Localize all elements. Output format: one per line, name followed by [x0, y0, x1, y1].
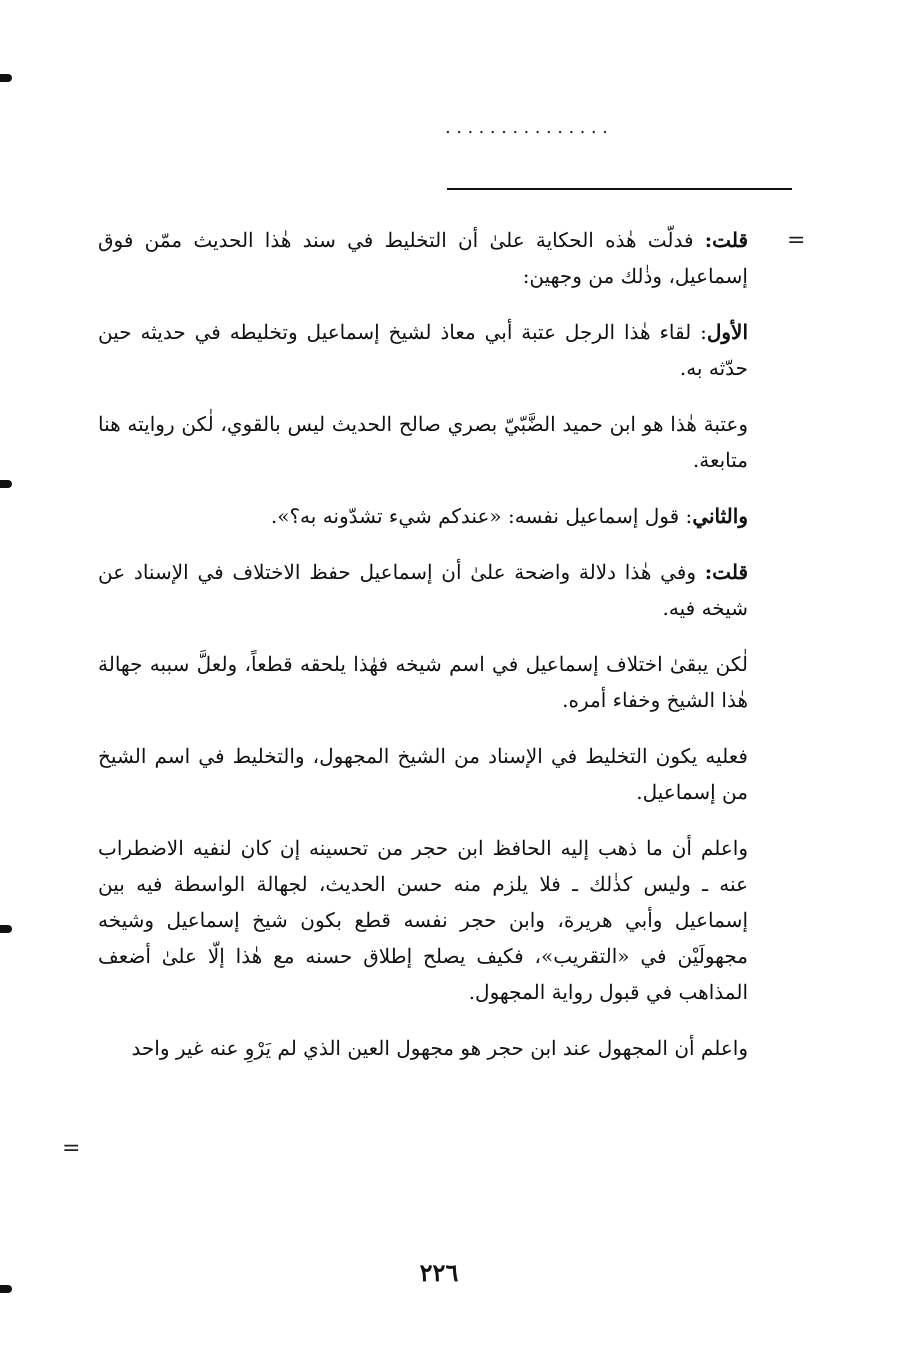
- footnote-rule: [447, 188, 792, 190]
- paragraph: [98, 1030, 748, 1066]
- scan-edge-mark: [0, 74, 12, 82]
- separator-dots: ...............: [445, 118, 614, 138]
- paragraph: [98, 554, 748, 626]
- page-number: ٢٢٦: [419, 1258, 459, 1287]
- paragraph-lead: والثاني: [692, 504, 748, 528]
- paragraph: [98, 830, 748, 1010]
- scan-edge-mark: [0, 480, 12, 488]
- paragraph-text: وفي هٰذا دلالة واضحة علىٰ أن إسماعيل حفظ الاختلاف في الإسناد عن شيخه فيه.: [98, 560, 748, 620]
- continuation-marker-bottom: =: [62, 1136, 81, 1161]
- paragraph: [98, 406, 748, 478]
- paragraph: [98, 222, 748, 294]
- paragraph: [98, 498, 748, 534]
- paragraph-text: لٰكن يبقىٰ اختلاف إسماعيل في اسم شيخه فهٰذا يلحقه قطعاً، ولعلَّ سببه جهالة هٰذا الشيخ وخفاء أمره.: [98, 652, 748, 712]
- footnote-text: [98, 222, 748, 1086]
- paragraph-lead: قلت:: [704, 560, 748, 584]
- paragraph: [98, 646, 748, 718]
- paragraph-text: فدلّت هٰذه الحكاية علىٰ أن التخليط في سند هٰذا الحديث ممّن فوق إسماعيل، وذٰلك من وجهين:: [98, 228, 748, 288]
- scan-edge-mark: [0, 925, 12, 933]
- paragraph-text: : لقاء هٰذا الرجل عتبة أبي معاذ لشيخ إسماعيل وتخليطه في حديثه حين حدّثه به.: [98, 320, 748, 380]
- continuation-marker-top: =: [787, 228, 806, 253]
- paragraph-text: واعلم أن المجهول عند ابن حجر هو مجهول العين الذي لم يَرْوِ عنه غير واحد: [131, 1036, 748, 1060]
- paragraph-lead: الأول: [706, 320, 748, 344]
- paragraph-text: واعلم أن ما ذهب إليه الحافظ ابن حجر من تحسينه إن كان لنفيه الاضطراب عنه ـ وليس كذٰلك ـ فلا يلزم منه حسن الحديث، لجهالة الواسطة فيه بين إسماعيل وأبي هريرة، وابن حجر نفسه قطع بكون شيخ إسماعيل وشيخه مجهولَيْن في «التقريب»، فكيف يصلح إطلاق حسنه مع هٰذا إلّا علىٰ أضعف المذاهب في قبول رواية المجهول.: [98, 836, 748, 1004]
- paragraph: [98, 738, 748, 810]
- paragraph-text: وعتبة هٰذا هو ابن حميد الضَّبّيّ بصري صالح الحديث ليس بالقوي، لٰكن روايته هنا متابعة.: [98, 412, 748, 472]
- paragraph-lead: قلت:: [704, 228, 748, 252]
- scan-edge-mark: [0, 1285, 12, 1293]
- paragraph: [98, 314, 748, 386]
- paragraph-text: فعليه يكون التخليط في الإسناد من الشيخ المجهول، والتخليط في اسم الشيخ من إسماعيل.: [98, 744, 748, 804]
- paragraph-text: : قول إسماعيل نفسه: «عندكم شيء تشدّونه به؟».: [270, 504, 693, 528]
